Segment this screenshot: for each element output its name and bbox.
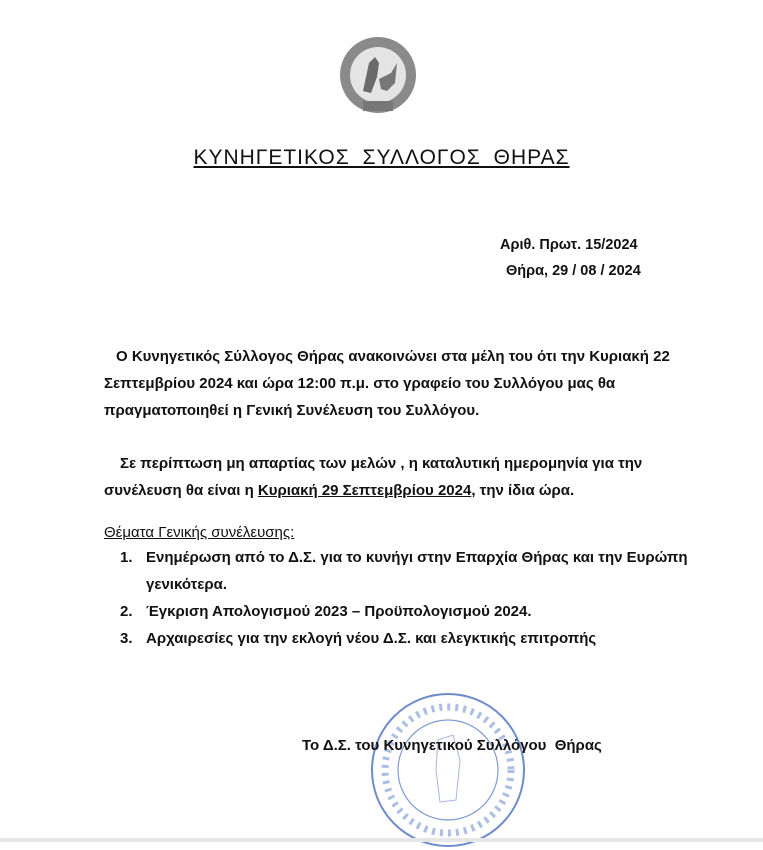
alternative-date-paragraph [104,450,704,504]
item-text: Ενημέρωση από το Δ.Σ. για το κυνήγι στην Επαρχία Θήρας και την Ευρώπη γενικότερα. [146,549,688,593]
announcement-paragraph: Ο Κυνηγετικός Σύλλογος Θήρας ανακοινώνει στα μέλη του ότι την Κυριακή 22 Σεπτεμβρίου 2024 και ώρα 12:00 π.μ. στο γραφείο του Συλλόγου μας θα πραγματοποιηθεί η Γενική Συνέλευση του Συλλόγου. [104,348,670,419]
document-date: Θήρα, 29 / 08 / 2024 [506,263,641,279]
list-item [120,598,704,625]
page-edge [0,838,763,842]
paragraph2-end: , την ίδια ώρα. [471,482,575,499]
document-body [104,343,704,652]
signature-line: Το Δ.Σ. του Κυνηγετικού Συλλόγου Θήρας [302,737,602,754]
item-number: 3. [120,630,133,647]
list-item [120,544,704,598]
item-number: 2. [120,603,133,620]
club-logo [331,33,427,113]
list-item [120,625,704,652]
protocol-number: Αριθ. Πρωτ. 15/2024 [500,237,638,253]
club-stamp [368,690,528,850]
item-number: 1. [120,549,133,566]
page-title: ΚΥΝΗΓΕΤΙΚΟΣ ΣΥΛΛΟΓΟΣ ΘΗΡΑΣ [193,146,570,169]
item-text: Έγκριση Απολογισμού 2023 – Προϋπολογισμού 2024. [146,603,532,620]
alternative-date: Κυριακή 29 Σεπτεμβρίου 2024 [257,482,472,499]
topics-heading: Θέματα Γενικής συνέλευσης: [104,524,295,541]
item-text: Αρχαιρεσίες για την εκλογή νέου Δ.Σ. και ελεγκτικής επιτροπής [146,630,597,647]
paragraph2-text: Σε περίπτωση μη απαρτίας των μελών , η καταλυτική ημερομηνία για την συνέλευση θα είναι η [104,455,643,499]
